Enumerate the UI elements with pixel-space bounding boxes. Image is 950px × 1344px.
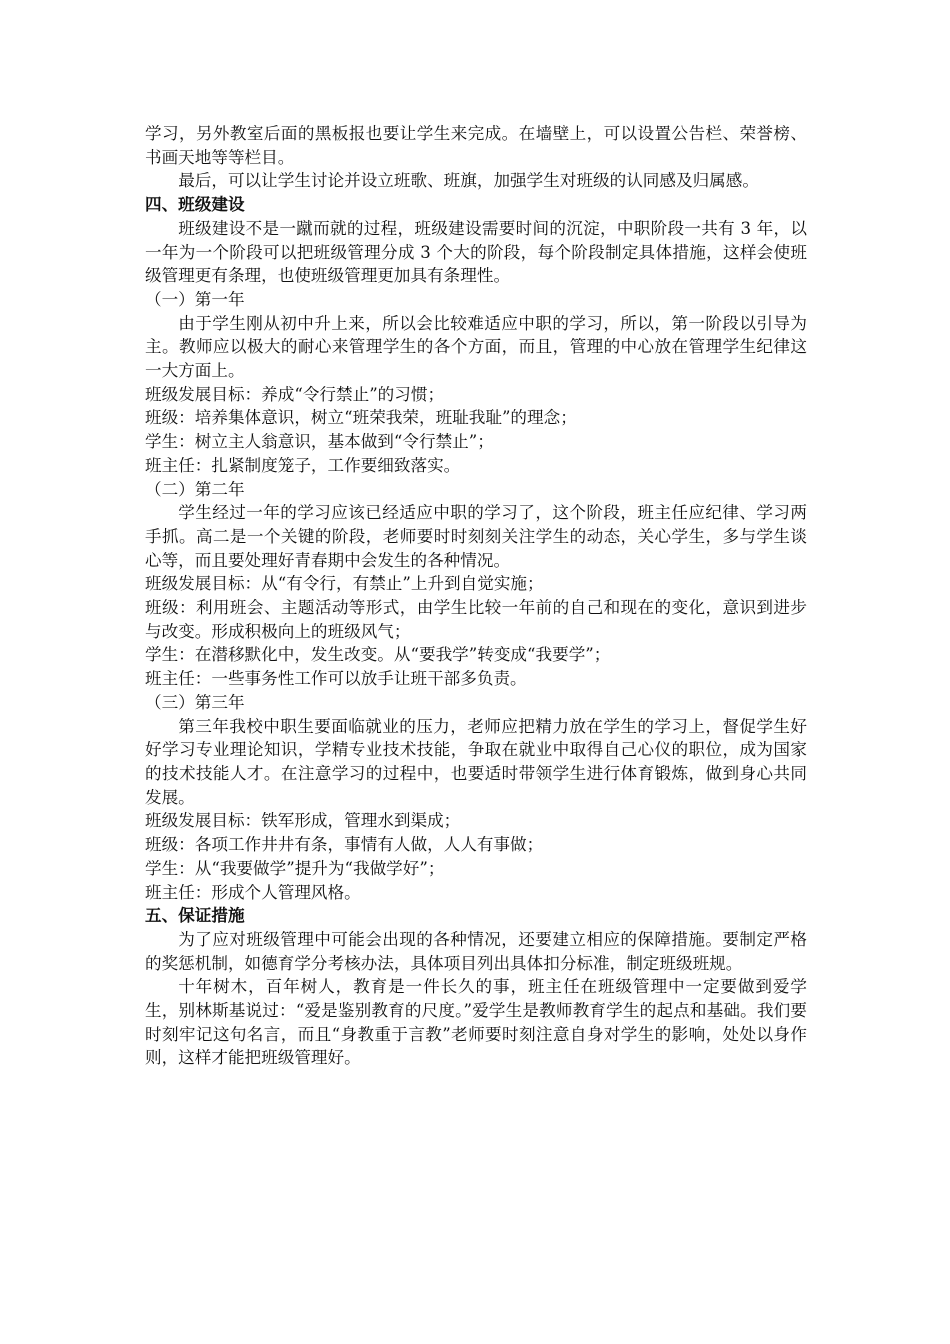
paragraph-conclusion: 十年树木，百年树人，教育是一件长久的事，班主任在班级管理中一定要做到爱学生，别林斯基说过：“爱是鉴别教育的尺度。”爱学生是教师教育学生的起点和基础。我们要时刻牢记这句名言，而且“身教重于言教”老师要时刻注意自身对学生的影响，处处以身作则，这样才能把班级管理好。 (145, 977, 807, 1068)
document-page (145, 122, 807, 1070)
third-year-goal: 班级发展目标：铁军形成，管理水到渠成； (145, 811, 461, 831)
section-heading-class-building: 四、班级建设 (145, 195, 245, 215)
paragraph-second-year: 学生经过一年的学习应该已经适应中职的学习了，这个阶段，班主任应纪律、学习两手抓。高二是一个关键的阶段，老师要时时刻刻关注学生的动态，关心学生，多与学生谈心等，而且要处理好青春期中会发生的各种情况。 (145, 503, 807, 570)
paragraph-first-year: 由于学生刚从初中升上来，所以会比较难适应中职的学习，所以，第一阶段以引导为主。教师应以极大的耐心来管理学生的各个方面，而且，管理的中心放在管理学生纪律这一大方面上。 (145, 313, 807, 381)
paragraph-continuation: 学习，另外教室后面的黑板报也要让学生来完成。在墙壁上，可以设置公告栏、荣誉榜、书画天地等等栏目。 (145, 124, 807, 167)
third-year-class: 班级：各项工作井井有条，事情有人做，人人有事做； (145, 835, 544, 855)
subheading-second-year: （二）第二年 (145, 479, 245, 499)
third-year-student: 学生：从“我要做学”提升为“我做学好”； (145, 858, 445, 878)
second-year-student: 学生：在潜移默化中，发生改变。从“要我学”转变成“我要学”； (145, 645, 611, 665)
second-year-teacher: 班主任：一些事务性工作可以放手让班干部多负责。 (145, 669, 527, 689)
paragraph-class-building-intro: 班级建设不是一蹴而就的过程，班级建设需要时间的沉淀，中职阶段一共有 3 年，以一年为一个阶段可以把班级管理分成 3 个大的阶段，每个阶段制定具体措施，这样会使班级管理更有条理，也使班级管理更加具有条理性。 (145, 218, 807, 286)
third-year-teacher: 班主任：形成个人管理风格。 (145, 882, 361, 902)
first-year-goal: 班级发展目标：养成“令行禁止”的习惯； (145, 384, 445, 404)
subheading-third-year: （三）第三年 (145, 692, 245, 712)
second-year-class: 班级：利用班会、主题活动等形式，由学生比较一年前的自己和现在的变化，意识到进步与改变。形成积极向上的班级风气； (145, 598, 807, 641)
subheading-first-year: （一）第一年 (145, 289, 245, 309)
paragraph-guarantee: 为了应对班级管理中可能会出现的各种情况，还要建立相应的保障措施。要制定严格的奖惩机制，如德育学分考核办法，具体项目列出具体扣分标准，制定班级班规。 (145, 929, 807, 973)
second-year-goal: 班级发展目标：从“有令行，有禁止”上升到自觉实施； (145, 574, 544, 594)
first-year-teacher: 班主任：扎紧制度笼子，工作要细致落实。 (145, 455, 461, 475)
first-year-student: 学生：树立主人翁意识，基本做到“令行禁止”； (145, 432, 494, 452)
section-heading-guarantee: 五、保证措施 (145, 906, 245, 926)
paragraph-class-song: 最后，可以让学生讨论并设立班歌、班旗，加强学生对班级的认同感及归属感。 (178, 171, 759, 191)
paragraph-third-year: 第三年我校中职生要面临就业的压力，老师应把精力放在学生的学习上，督促学生好好学习专业理论知识，学精专业技术技能，争取在就业中取得自己心仪的职位，成为国家的技术技能人才。在注意学习的过程中，也要适时带领学生进行体育锻炼，做到身心共同发展。 (145, 716, 807, 807)
first-year-class: 班级：培养集体意识，树立“班荣我荣，班耻我耻”的理念； (145, 408, 577, 428)
